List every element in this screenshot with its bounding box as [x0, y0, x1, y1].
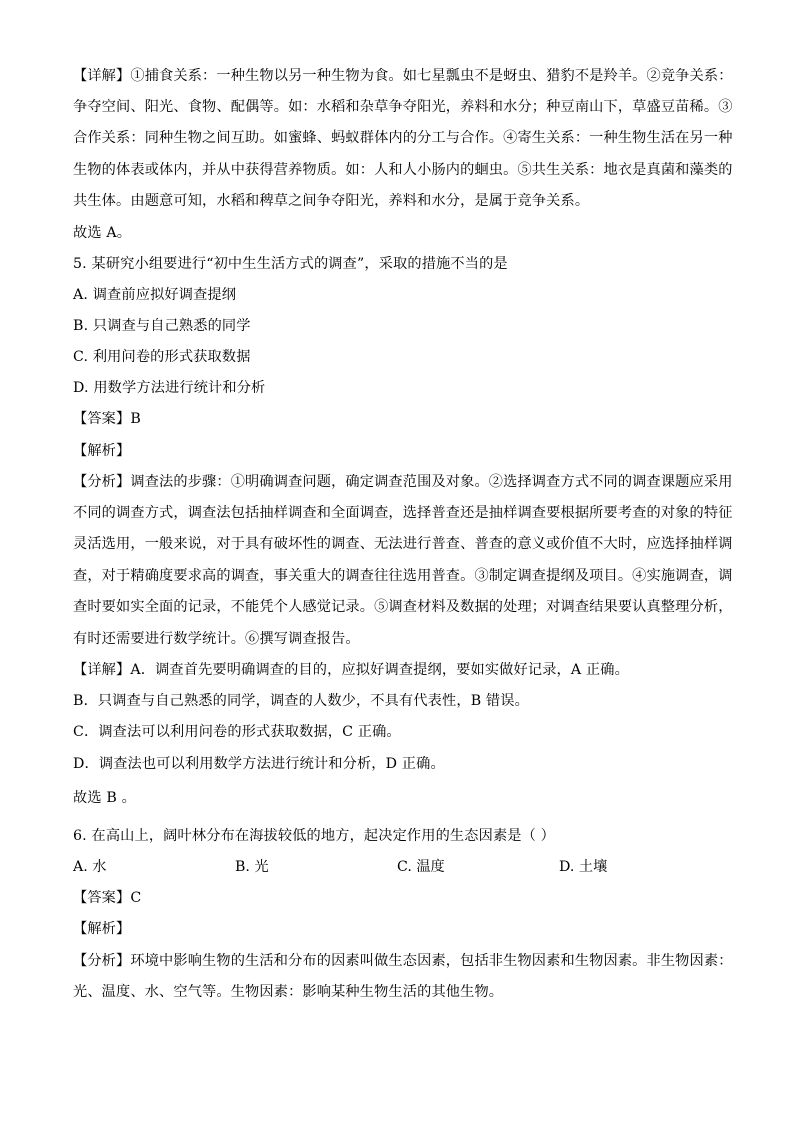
question-6-stem: 6. 在高山上，阔叶林分布在海拔较低的地方，起决定作用的生态因素是（ ）	[73, 828, 555, 844]
text-line: 故选 B 。	[73, 790, 136, 806]
question-5-stem: 5. 某研究小组要进行“初中生生活方式的调查”，采取的措施不当的是	[73, 256, 508, 272]
text-line: 争夺空间、阳光、食物、配偶等。如：水稻和杂草争夺阳光，养料和水分；种豆南山下，草盛豆苗稀。③	[73, 99, 733, 115]
text-line: 【分析】调查法的步骤：①明确调查问题，确定调查范围及对象。②选择调查方式不同的调查课题应采用	[73, 474, 733, 490]
analysis-label: 【解析】	[73, 921, 131, 937]
text-line: 灵活选用，一般来说，对于具有破坏性的调查、无法进行普查、普查的意义或价值不大时，应选择抽样调	[73, 536, 733, 552]
text-line: 【详解】①捕食关系：一种生物以另一种生物为食。如七星瓢虫不是蚜虫、猎豹不是羚羊。②竞争关系：	[73, 68, 733, 84]
text-line: 生物的体表或体内，并从中获得营养物质。如：人和人小肠内的蛔虫。⑤共生关系：地衣是真菌和藻类的	[73, 162, 733, 178]
text-line: C．调查法可以利用问卷的形式获取数据，C 正确。	[73, 724, 401, 740]
text-line: B．只调查与自己熟悉的同学，调查的人数少，不具有代表性，B 错误。	[73, 693, 529, 709]
answer-label: 【答案】C	[73, 890, 142, 906]
analysis-label: 【解析】	[73, 443, 131, 459]
option-a: A. 调查前应拟好调查提纲	[73, 287, 237, 303]
text-line: D．调查法也可以利用数学方法进行统计和分析，D 正确。	[73, 756, 445, 772]
text-line: 【分析】环境中影响生物的生活和分布的因素叫做生态因素，包括非生物因素和生物因素。非生物因素：	[73, 953, 733, 969]
q6-option-b: B. 光	[235, 859, 269, 875]
q6-option-c: C. 温度	[397, 859, 445, 875]
option-b: B. 只调查与自己熟悉的同学	[73, 318, 251, 334]
text-line: 查时要如实全面的记录，不能凭个人感觉记录。⑤调查材料及数据的处理；对调查结果要认真整理分析，	[73, 599, 733, 615]
text-line: 查，对于精确度要求高的调查，事关重大的调查往往选用普查。③制定调查提纲及项目。④实施调查，调	[73, 568, 733, 584]
q6-option-d: D. 土壤	[559, 859, 608, 875]
text-line: 【详解】A．调查首先要明确调查的目的，应拟好调查提纲，要如实做好记录，A 正确。	[73, 662, 629, 678]
option-c: C. 利用问卷的形式获取数据	[73, 349, 251, 365]
answer-label: 【答案】B	[73, 411, 141, 427]
q6-option-a: A. 水	[73, 859, 107, 875]
text-line: 有时还需要进行数学统计。⑥撰写调查报告。	[73, 631, 360, 647]
text-line: 故选 A。	[73, 225, 132, 241]
text-line: 不同的调查方式，调查法包括抽样调查和全面调查，选择普查还是抽样调查要根据所要考查的对象的特征	[73, 505, 733, 521]
text-line: 合作关系：同种生物之间互助。如蜜蜂、蚂蚁群体内的分工与合作。④寄生关系：一种生物生活在另一种	[73, 130, 733, 146]
text-line: 光、温度、水、空气等。生物因素：影响某种生物生活的其他生物。	[73, 984, 504, 1000]
text-line: 共生体。由题意可知，水稻和稗草之间争夺阳光，养料和水分，是属于竞争关系。	[73, 193, 590, 209]
option-d: D. 用数学方法进行统计和分析	[73, 380, 266, 396]
